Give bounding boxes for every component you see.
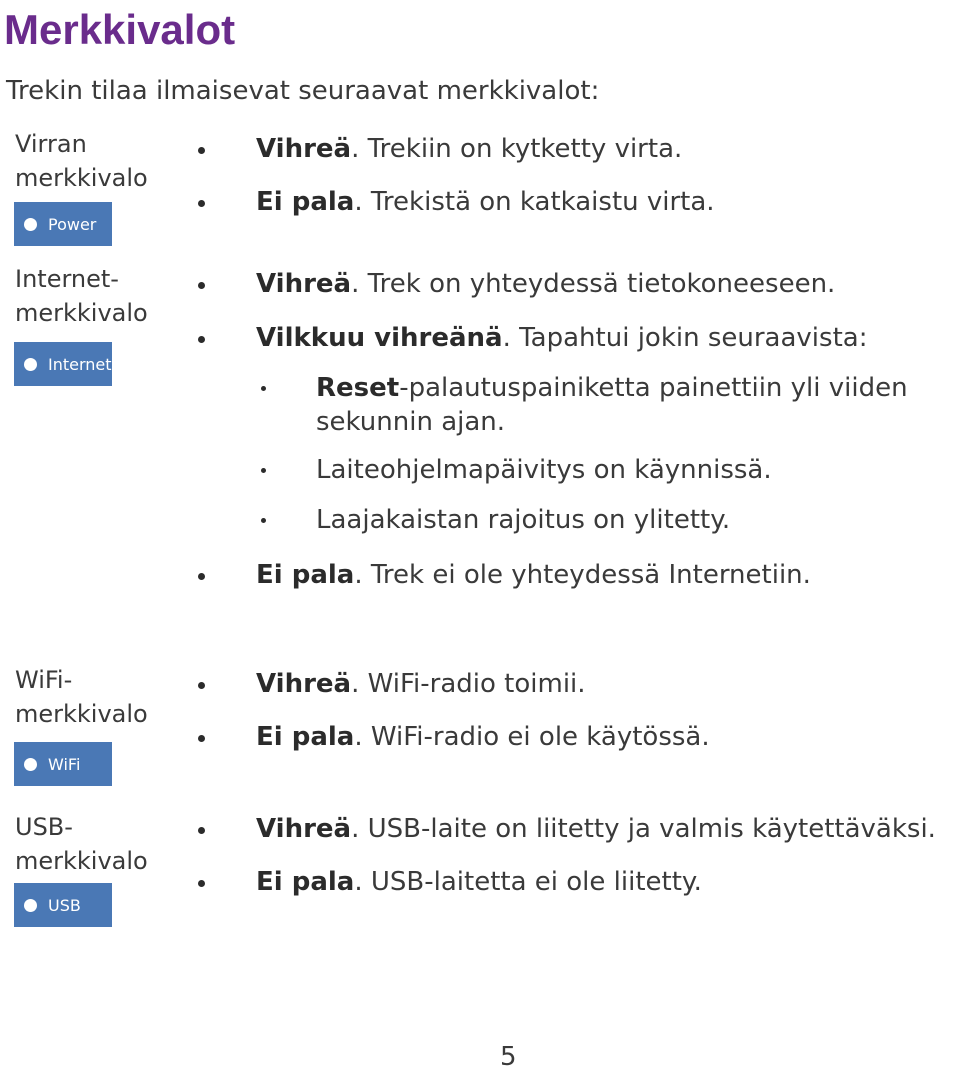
usb-badge-text: USB <box>48 895 81 915</box>
internet-subitem-bandwidth: Laajakaistan rajoitus on ylitetty. <box>316 503 946 537</box>
wifi-item-off: Ei pala. WiFi-radio ei ole käytössä. <box>256 722 710 752</box>
power-item-green: Vihreä. Trekiin on kytketty virta. <box>256 134 683 164</box>
internet-subitem-reset: Reset-palautuspainiketta painettiin yli viiden sekunnin ajan. <box>316 371 946 439</box>
usb-led-label: USB- merkkivalo <box>15 813 148 875</box>
internet-led-label: Internet- merkkivalo <box>15 265 148 327</box>
intro-text: Trekin tilaa ilmaisevat seuraavat merkkivalot: <box>6 76 600 106</box>
internet-item-blinking: Vilkkuu vihreänä. Tapahtui jokin seuraavista: <box>256 323 868 353</box>
wifi-item-green: Vihreä. WiFi-radio toimii. <box>256 669 586 699</box>
internet-item-off: Ei pala. Trek ei ole yhteydessä Internetiin. <box>256 560 811 590</box>
usb-item-off: Ei pala. USB-laitetta ei ole liitetty. <box>256 867 702 897</box>
led-dot-icon <box>24 899 37 912</box>
internet-badge-text: Internet <box>48 354 112 374</box>
internet-subitem-firmware: Laiteohjelmapäivitys on käynnissä. <box>316 453 946 487</box>
led-dot-icon <box>24 218 37 231</box>
wifi-badge-text: WiFi <box>48 754 81 774</box>
led-dot-icon <box>24 358 37 371</box>
usb-item-green: Vihreä. USB-laite on liitetty ja valmis käytettäväksi. <box>256 814 936 844</box>
wifi-led-badge <box>14 742 112 786</box>
internet-item-green: Vihreä. Trek on yhteydessä tietokoneeseen. <box>256 269 836 299</box>
usb-led-badge <box>14 883 112 927</box>
wifi-led-label: WiFi- merkkivalo <box>15 666 148 728</box>
power-item-off: Ei pala. Trekistä on katkaistu virta. <box>256 187 715 217</box>
page-title: Merkkivalot <box>4 6 236 53</box>
power-led-label: Virran merkkivalo <box>15 130 148 192</box>
page-number: 5 <box>500 1042 517 1072</box>
power-led-badge <box>14 202 112 246</box>
internet-led-badge <box>14 342 112 386</box>
led-dot-icon <box>24 758 37 771</box>
power-badge-text: Power <box>48 214 97 234</box>
